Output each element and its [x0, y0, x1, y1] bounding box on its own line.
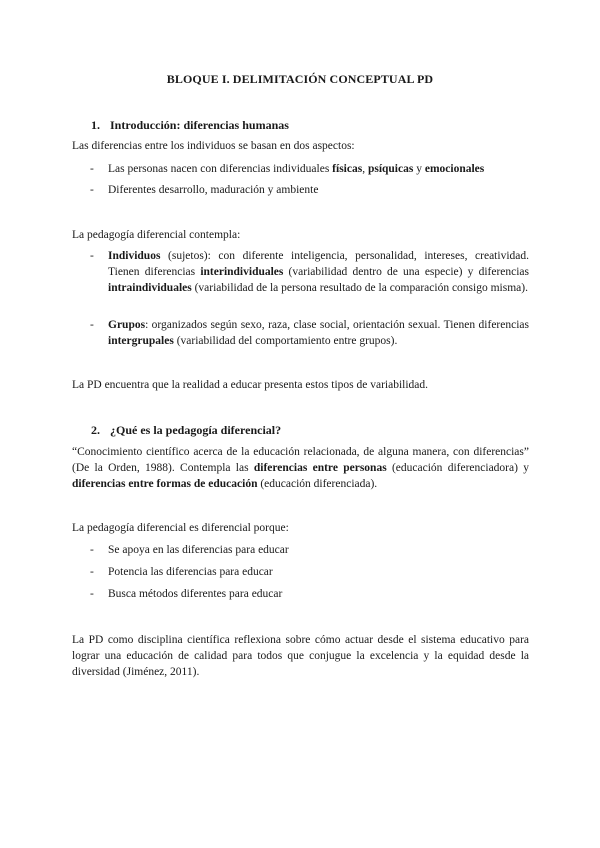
bold-term: psíquicas	[367, 163, 414, 175]
bold-term: intergrupales	[108, 335, 174, 347]
bold-term: Individuos	[108, 250, 161, 262]
bold-term: interindividuales	[200, 266, 284, 278]
bold-term: diferencias entre personas	[253, 462, 387, 474]
bullet-dash: -	[90, 544, 94, 556]
bold-term: intraindividuales	[108, 282, 192, 294]
section-2-heading	[91, 423, 281, 438]
list-item: - Busca métodos diferentes para educar	[90, 588, 283, 600]
list-item: - Diferentes desarrollo, maduración y ambiente	[90, 184, 319, 196]
list-item: - Las personas nacen con diferencias individuales físicas, psíquicas y emocionales	[90, 163, 485, 175]
bold-term: físicas	[332, 163, 363, 175]
section-1-title: Introducción: diferencias humanas	[110, 118, 289, 132]
bullet-dash: -	[90, 163, 94, 175]
list-item: - Se apoya en las diferencias para educar	[90, 544, 289, 556]
bold-term: Grupos	[108, 319, 146, 331]
section-2-number: 2.	[91, 423, 100, 437]
list-item: - Grupos: organizados según sexo, raza, clase social, orientación sexual. Tienen diferencias intergrupales (variabilidad del comportamiento entre grupos).	[90, 319, 529, 347]
page-title: BLOQUE I. DELIMITACIÓN CONCEPTUAL PD	[166, 72, 434, 86]
list-item: - Potencia las diferencias para educar	[90, 566, 273, 578]
bullet-dash: -	[90, 250, 94, 262]
section-1-intro: Las diferencias entre los individuos se basan en dos aspectos:	[72, 140, 355, 152]
list-item: - Individuos (sujetos): con diferente inteligencia, personalidad, intereses, creatividad. Tienen diferencias interindividuales (variabilidad dentro de una especie) y diferencias intraindividuales (variabilidad de la persona resultado de la comparación consigo misma).	[90, 250, 530, 294]
quote-paragraph: “Conocimiento científico acerca de la educación relacionada, de alguna manera, con diferencias” (De la Orden, 1988). Contempla las diferencias entre personas (educación diferenciadora) y diferencias entre formas de educación (educación diferenciada).	[72, 446, 529, 490]
section-1-number: 1.	[91, 118, 100, 132]
bullet-dash: -	[90, 184, 94, 196]
bullet-dash: -	[90, 566, 94, 578]
section-2-title: ¿Qué es la pedagogía diferencial?	[110, 423, 282, 437]
bold-term: diferencias entre formas de educación	[72, 478, 258, 490]
paragraph: La pedagogía diferencial es diferencial porque:	[72, 522, 289, 534]
paragraph: La PD encuentra que la realidad a educar presenta estos tipos de variabilidad.	[72, 379, 429, 391]
paragraph: La PD como disciplina científica reflexiona sobre cómo actuar desde el sistema educativo para lograr una educación de calidad para todos que conjugue la excelencia y la equidad desde la diversidad (Jiménez, 2011).	[72, 634, 529, 678]
bold-term: emocionales	[424, 163, 485, 175]
bullet-dash: -	[90, 588, 94, 600]
paragraph: La pedagogía diferencial contempla:	[72, 229, 241, 241]
bullet-dash: -	[90, 319, 94, 331]
section-1-heading	[91, 118, 289, 133]
